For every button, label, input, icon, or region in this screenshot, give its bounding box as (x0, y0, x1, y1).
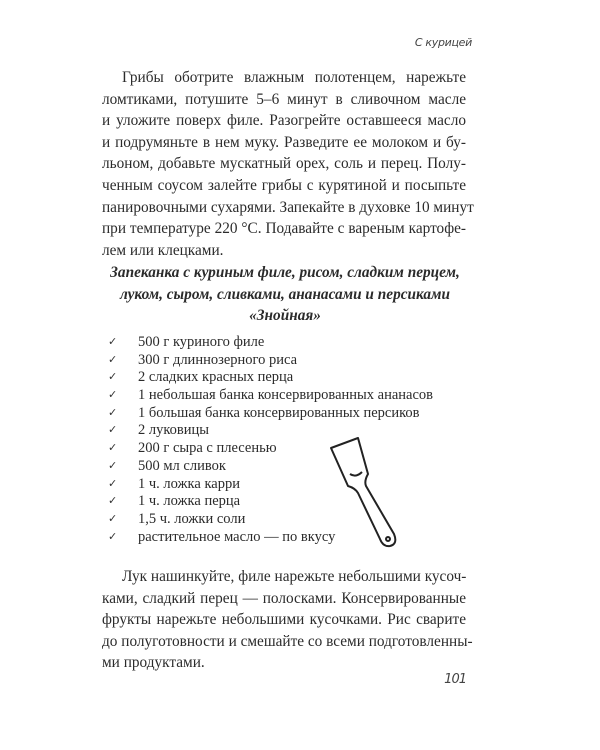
check-icon: ✓ (108, 530, 118, 543)
text-line: Грибы оботрите влажным полотенцем, нарежьте (122, 69, 466, 86)
text-line: ченным соусом залейте грибы с курятиной и посыпьте (102, 176, 466, 194)
text-line: и уложите поверх филе. Разогрейте оставшееся масло (102, 112, 466, 130)
check-icon: ✓ (108, 442, 118, 455)
recipe-title-line: «Знойная» (249, 307, 321, 324)
ingredient-text: 1 ч. ложка карри (138, 475, 240, 492)
text-line: ми продуктами. (102, 654, 205, 672)
text-line: ками, сладкий перец — полосками. Консервированные (102, 589, 466, 607)
ingredient-item (108, 387, 433, 405)
text-line: до полуготовности и смешайте со всеми подготовленны- (102, 632, 473, 650)
ingredient-text: 500 г куриного филе (138, 334, 265, 350)
ingredient-text: 500 мл сливок (138, 457, 226, 474)
paragraph-instructions-2 (102, 566, 473, 674)
ingredient-text: 1,5 ч. ложки соли (138, 510, 246, 527)
text-line: лем или клецками. (102, 241, 224, 259)
check-icon: ✓ (108, 371, 118, 384)
text-line: фрукты нарежьте небольшими кусочками. Рис сварите (102, 611, 466, 629)
check-icon: ✓ (108, 459, 118, 472)
running-head: С курицей (414, 36, 472, 49)
ingredient-text: растительное масло — по вкусу (138, 528, 336, 545)
ingredient-item (108, 405, 433, 423)
ingredient-text: 2 луковицы (138, 422, 210, 439)
ingredient-item (108, 369, 433, 387)
check-icon: ✓ (108, 495, 118, 508)
recipe-title (90, 262, 480, 327)
check-icon: ✓ (108, 353, 118, 366)
recipe-title-line: луком, сыром, сливками, ананасами и персиками (119, 285, 451, 303)
text-line: льоном, добавьте мускатный орех, соль и перец. Полу- (102, 155, 466, 173)
ingredient-text: 200 г сыра с плесенью (138, 440, 277, 457)
paragraph-instructions-1 (102, 67, 474, 261)
ingredient-text: 1 небольшая банка консервированных ананасов (138, 387, 434, 404)
check-icon: ✓ (108, 336, 118, 348)
text-line: ломтиками, потушите 5–6 минут в сливочном масле (102, 90, 466, 108)
ingredient-item (108, 334, 433, 352)
text-line: панировочными сухарями. Запекайте в духовке 10 минут (102, 198, 474, 216)
text-line: при температуре 220 °С. Подавайте с вареным картофе- (102, 220, 466, 238)
page-number: 101 (444, 672, 466, 687)
check-icon: ✓ (108, 477, 118, 490)
ingredient-text: 300 г длиннозерного риса (138, 351, 298, 368)
ingredient-text: 1 ч. ложка перца (138, 493, 241, 510)
check-icon: ✓ (108, 406, 118, 419)
recipe-title-line: Запеканка с куриным филе, рисом, сладким перцем, (110, 264, 460, 281)
ingredient-text: 1 большая банка консервированных персиков (138, 404, 420, 421)
ingredient-text: 2 сладких красных перца (138, 369, 294, 386)
ingredient-item (108, 352, 433, 370)
check-icon: ✓ (108, 389, 118, 402)
text-line: Лук нашинкуйте, филе нарежьте небольшими кусоч- (122, 568, 467, 585)
check-icon: ✓ (108, 512, 118, 525)
spatula-icon (328, 436, 418, 548)
text-line: и подрумяньте в нем муку. Разведите ее молоком и бу- (102, 133, 466, 151)
check-icon: ✓ (108, 424, 118, 437)
